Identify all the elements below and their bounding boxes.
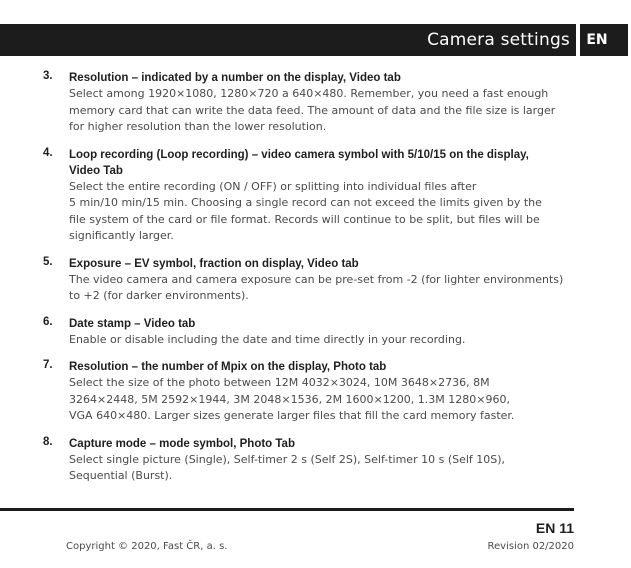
item-description-line: memory card that can write the data feed. The amount of data and the file size is larger — [69, 103, 556, 117]
item-description-line: Select single picture (Single), Self-timer 2 s (Self 2S), Self-timer 10 s (Self 10S), — [69, 452, 506, 466]
header-bar — [0, 24, 576, 56]
item-description — [69, 375, 569, 425]
item-description-line: for higher resolution than the lower resolution. — [69, 120, 327, 133]
copyright-text: Copyright © 2020, Fast ČR, a. s. — [66, 541, 228, 552]
language-label: EN — [586, 32, 608, 48]
item-title-line: Date stamp – Video tab — [69, 317, 196, 330]
item-number: 8. — [43, 435, 53, 448]
settings-item — [0, 147, 569, 245]
item-description-line: The video camera and camera exposure can be pre-set from -2 (for lighter environments) — [69, 272, 564, 286]
item-number: 7. — [43, 359, 53, 371]
page-title: Camera settings — [427, 30, 570, 50]
item-description — [69, 452, 569, 485]
item-description-line: VGA 640×480. Larger sizes generate larger files that fill the card memory faster. — [69, 409, 515, 422]
item-description-line: to +2 (for darker environments). — [69, 289, 249, 302]
item-description — [69, 86, 569, 136]
item-title — [69, 147, 569, 179]
item-description — [69, 332, 569, 349]
language-tab — [580, 24, 628, 56]
footer-divider — [0, 508, 574, 511]
item-title-line: Loop recording (Loop recording) – video camera symbol with 5/10/15 on the display, — [69, 148, 529, 161]
page-number: EN 11 — [535, 520, 574, 536]
settings-item — [0, 436, 569, 485]
settings-list — [0, 70, 631, 496]
item-description-line: Sequential (Burst). — [69, 469, 173, 482]
item-description-line: Select the size of the photo between 12M 4032×3024, 10M 3648×2736, 8M — [69, 376, 490, 389]
item-number: 3. — [43, 70, 53, 82]
item-title-line: Resolution – the number of Mpix on the display, Photo tab — [69, 361, 387, 373]
item-title — [69, 256, 569, 272]
item-description-line: Select the entire recording (ON / OFF) or splitting into individual files after — [69, 179, 477, 193]
item-title — [69, 316, 569, 332]
settings-item — [0, 70, 569, 136]
item-number: 4. — [43, 146, 53, 159]
item-description — [69, 179, 569, 245]
revision-text: Revision 02/2020 — [487, 541, 574, 552]
item-description-line: 3264×2448, 5M 2592×1944, 3M 2048×1536, 2M 1600×1200, 1.3M 1280×960, — [69, 392, 510, 406]
item-number: 5. — [43, 255, 53, 268]
item-title-line: Video Tab — [69, 164, 123, 177]
item-number: 6. — [43, 315, 53, 328]
item-description — [69, 272, 569, 305]
item-description-line: significantly larger. — [69, 229, 174, 242]
item-description-line: Select among 1920×1080, 1280×720 a 640×480. Remember, you need a fast enough — [69, 87, 549, 100]
settings-item — [0, 359, 569, 425]
item-title-line: Capture mode – mode symbol, Photo Tab — [69, 437, 295, 450]
item-description-line: file system of the card or file format. Records will continue to be split, but files will be — [69, 212, 540, 226]
item-title — [69, 70, 569, 86]
settings-item — [0, 316, 569, 349]
item-description-line: Enable or disable including the date and time directly in your recording. — [69, 332, 466, 346]
item-title — [69, 436, 569, 452]
item-title-line: Exposure – EV symbol, fraction on display, Video tab — [69, 257, 359, 270]
item-title-line: Resolution – indicated by a number on the display, Video tab — [69, 72, 401, 84]
item-title — [69, 359, 569, 375]
item-description-line: 5 min/10 min/15 min. Choosing a single record can not exceed the limits given by the — [69, 196, 542, 209]
settings-item — [0, 256, 569, 305]
